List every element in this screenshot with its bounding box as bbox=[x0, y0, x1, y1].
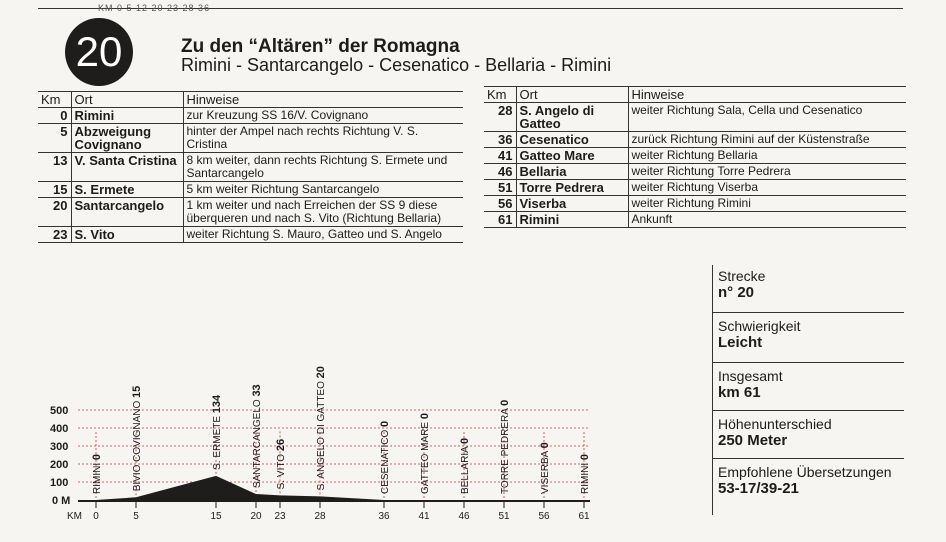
point-altitude: 0 bbox=[91, 453, 103, 461]
y-tick-label: 300 bbox=[50, 441, 69, 453]
cell-hinweise: zurück Richtung Rimini auf der Küstenstraße bbox=[628, 132, 906, 148]
point-altitude: 0 bbox=[459, 437, 471, 444]
point-label bbox=[499, 400, 511, 494]
y-tick-label: 400 bbox=[50, 423, 69, 435]
point-altitude: 20 bbox=[315, 366, 327, 379]
header-km: Km bbox=[38, 92, 71, 108]
cell-ort: S. Angelo di Gatteo bbox=[516, 103, 628, 132]
cell-km: 5 bbox=[38, 124, 71, 153]
page-title: Zu den “Altären” der Romagna bbox=[181, 36, 460, 57]
info-value: 250 Meter bbox=[718, 432, 788, 449]
point-label bbox=[275, 439, 287, 489]
point-label bbox=[251, 384, 263, 488]
point-altitude: 0 bbox=[499, 399, 511, 406]
cell-ort: Rimini bbox=[71, 108, 183, 124]
point-label bbox=[211, 394, 223, 470]
point-altitude: 15 bbox=[131, 385, 143, 398]
point-label bbox=[419, 413, 431, 494]
point-label bbox=[379, 421, 391, 494]
point-name: S. VITO bbox=[276, 451, 287, 490]
point-altitude: 0 bbox=[579, 453, 591, 461]
point-name: RIMINI bbox=[580, 460, 591, 494]
cell-hinweise: weiter Richtung Torre Pedrera bbox=[628, 164, 906, 180]
point-label bbox=[131, 386, 143, 492]
x-tick-label: 5 bbox=[133, 511, 139, 522]
point-label bbox=[539, 442, 551, 494]
x-tick-label: 28 bbox=[314, 511, 326, 522]
point-name: VISERBA bbox=[540, 448, 551, 494]
cell-hinweise: hinter der Ampel nach rechts Richtung V. S. Cristina bbox=[183, 124, 463, 153]
info-value: 53-17/39-21 bbox=[718, 480, 799, 497]
cell-hinweise: weiter Richtung Sala, Cella und Cesenatico bbox=[628, 103, 906, 132]
route-number-badge: 20 bbox=[65, 18, 133, 86]
point-altitude: 134 bbox=[211, 394, 223, 414]
y-tick-label: 500 bbox=[50, 405, 69, 417]
x-tick-label: 41 bbox=[418, 511, 430, 522]
cell-hinweise: 5 km weiter Richtung Santarcangelo bbox=[183, 182, 463, 198]
cell-km: 46 bbox=[484, 164, 516, 180]
point-altitude: 0 bbox=[539, 442, 551, 449]
x-tick-label: 56 bbox=[538, 511, 550, 522]
cell-km: 28 bbox=[484, 103, 516, 132]
x-tick-label: 15 bbox=[210, 511, 222, 522]
y-tick-label: 0 M bbox=[52, 495, 71, 507]
cell-hinweise: weiter Richtung Viserba bbox=[628, 180, 906, 196]
cell-hinweise: zur Kreuzung SS 16/V. Covignano bbox=[183, 108, 463, 124]
x-tick-label: 61 bbox=[578, 511, 590, 522]
header-hinweise: Hinweise bbox=[183, 92, 463, 108]
cell-ort: S. Vito bbox=[71, 227, 183, 243]
cell-hinweise: 1 km weiter und nach Erreichen der SS 9 diese überqueren und nach S. Vito (Richtung Bellaria) bbox=[183, 198, 463, 227]
cell-km: 41 bbox=[484, 148, 516, 164]
point-name: RIMINI bbox=[92, 460, 103, 494]
cell-ort: Abzweigung Covignano bbox=[71, 124, 183, 153]
cell-ort: Santarcangelo bbox=[71, 198, 183, 227]
cell-hinweise: 8 km weiter, dann rechts Richtung S. Ermete und Santarcangelo bbox=[183, 153, 463, 182]
cell-km: 61 bbox=[484, 212, 516, 228]
point-name: TORRE PEDRERA bbox=[500, 405, 511, 494]
point-label bbox=[579, 454, 591, 494]
cell-ort: Torre Pedrera bbox=[516, 180, 628, 196]
info-label: Strecke bbox=[718, 268, 766, 284]
point-altitude: 0 bbox=[379, 420, 391, 427]
point-name: BIVIO COVIGNANO bbox=[132, 397, 143, 492]
cell-hinweise: weiter Richtung Bellaria bbox=[628, 148, 906, 164]
info-value: n° 20 bbox=[718, 284, 755, 301]
cell-ort: S. Ermete bbox=[71, 182, 183, 198]
cell-ort: V. Santa Cristina bbox=[71, 153, 183, 182]
point-altitude: 0 bbox=[419, 413, 431, 420]
info-label: Empfohlene Übersetzungen bbox=[718, 464, 892, 480]
cell-hinweise: weiter Richtung S. Mauro, Gatteo und S. Angelo bbox=[183, 227, 463, 243]
page-subtitle: Rimini - Santarcangelo - Cesenatico - Bellaria - Rimini bbox=[181, 55, 612, 75]
point-label bbox=[459, 438, 471, 494]
cell-km: 15 bbox=[38, 182, 71, 198]
cell-km: 0 bbox=[38, 108, 71, 124]
point-name: BELLARIA bbox=[460, 443, 471, 494]
point-name: S. ANGELO DI GATTEO bbox=[316, 378, 327, 491]
point-name: S. ERMETE bbox=[212, 413, 223, 470]
info-value: Leicht bbox=[718, 334, 763, 351]
header-ort: Ort bbox=[71, 92, 183, 108]
header-ort: Ort bbox=[516, 87, 628, 103]
y-tick-label: 100 bbox=[50, 477, 69, 489]
cell-km: 36 bbox=[484, 132, 516, 148]
y-tick-label: 200 bbox=[50, 459, 69, 471]
point-altitude: 26 bbox=[275, 438, 287, 452]
cell-ort: Gatteo Mare bbox=[516, 148, 628, 164]
x-tick-label: 51 bbox=[498, 511, 510, 522]
cell-ort: Viserba bbox=[516, 196, 628, 212]
cell-hinweise: weiter Richtung Rimini bbox=[628, 196, 906, 212]
cell-km: 23 bbox=[38, 227, 71, 243]
cell-km: 56 bbox=[484, 196, 516, 212]
info-label: Insgesamt bbox=[718, 368, 783, 384]
cell-hinweise: Ankunft bbox=[628, 212, 906, 228]
x-tick-label: 0 bbox=[93, 511, 99, 522]
cell-ort: Cesenatico bbox=[516, 132, 628, 148]
point-name: GATTEO MARE bbox=[420, 419, 431, 494]
info-label: Höhenunterschied bbox=[718, 416, 832, 432]
x-tick-label: 20 bbox=[250, 511, 262, 522]
cell-km: 51 bbox=[484, 180, 516, 196]
top-strip-text: KM 0 5 12 20 23 28 36 bbox=[98, 3, 211, 13]
header-km: Km bbox=[484, 87, 516, 103]
header-hinweise: Hinweise bbox=[628, 87, 906, 103]
info-value: km 61 bbox=[718, 384, 761, 401]
x-tick-label: 23 bbox=[274, 511, 286, 522]
cell-ort: Rimini bbox=[516, 212, 628, 228]
info-label: Schwierigkeit bbox=[718, 318, 801, 334]
x-tick-label: 46 bbox=[458, 511, 470, 522]
cell-km: 13 bbox=[38, 153, 71, 182]
point-altitude: 33 bbox=[251, 384, 263, 397]
x-tick-label: 36 bbox=[378, 511, 390, 522]
point-label bbox=[91, 454, 103, 494]
x-axis-label: KM bbox=[67, 511, 82, 522]
point-label bbox=[315, 366, 327, 490]
point-name: CESENATICO bbox=[380, 426, 391, 494]
cell-km: 20 bbox=[38, 198, 71, 227]
cell-ort: Bellaria bbox=[516, 164, 628, 180]
point-name: SANTARCANGELO bbox=[252, 396, 263, 489]
